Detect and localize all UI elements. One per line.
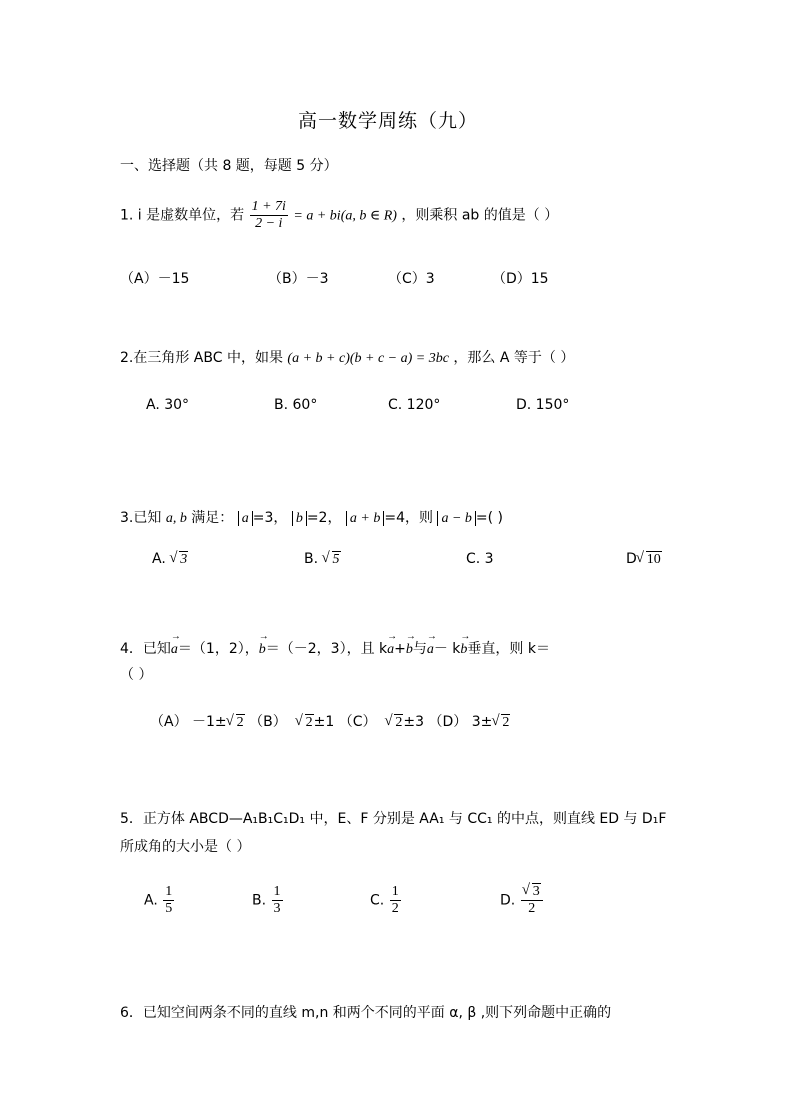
q5-option-d-radicand: 3 bbox=[532, 884, 540, 899]
q4-text-f: － k bbox=[433, 641, 461, 657]
q4-option-c-radicand: 2 bbox=[395, 715, 403, 730]
q4-option-d-radicand: 2 bbox=[502, 715, 510, 730]
q2-text-a: 2.在三角形 ABC 中，如果 bbox=[120, 350, 283, 366]
q4-vector-a-2: → a bbox=[387, 642, 394, 658]
q1-option-a: （A）－15 bbox=[120, 271, 190, 287]
q2-option-c: C. 120° bbox=[388, 397, 441, 413]
q2-text-b: ，那么 A 等于（ ） bbox=[453, 350, 575, 366]
question-5-line-1: 5．正方体 ABCD—A₁B₁C₁D₁ 中，E、F 分别是 AA₁ 与 CC₁ 的中点，则直线 ED 与 D₁F bbox=[120, 811, 667, 827]
q5-option-d-label: D. bbox=[500, 892, 516, 909]
q3-norm-diff-value: =( ) bbox=[475, 510, 504, 526]
q4-option-b-sqrt bbox=[296, 715, 314, 731]
q5-option-d-denominator: 2 bbox=[528, 901, 536, 916]
question-6: 6．已知空间两条不同的直线 m,n 和两个不同的平面 α, β ,则下列命题中正确的 bbox=[120, 1005, 612, 1021]
question-4-line-1 bbox=[120, 638, 550, 658]
q5-option-c-denominator: 2 bbox=[391, 901, 399, 916]
q4-option-a-radicand: 2 bbox=[236, 715, 244, 730]
question-5-line-2: 所成角的大小是（ ） bbox=[120, 839, 251, 855]
q5-option-c-numerator: 1 bbox=[391, 884, 399, 899]
q5-option-a-numerator: 1 bbox=[165, 884, 173, 899]
q5-option-a bbox=[144, 884, 175, 917]
q3-option-a-radicand: 3 bbox=[180, 552, 188, 567]
page-title: 高一数学周练（九） bbox=[298, 110, 479, 132]
q4-option-c-tail: ±3 bbox=[403, 714, 425, 730]
q3-norm-a-value: =3， bbox=[252, 510, 288, 526]
question-3 bbox=[120, 507, 503, 527]
q4-vector-b-3: → b bbox=[460, 642, 467, 658]
q4-plus: + bbox=[394, 641, 406, 657]
q5-option-b-fraction bbox=[272, 884, 283, 917]
q4-option-a-sqrt bbox=[227, 715, 245, 731]
q3-norm-b: b bbox=[292, 511, 307, 526]
q3-norm-sum-value: =4，则 bbox=[384, 510, 433, 526]
q5-option-d-sqrt bbox=[523, 884, 541, 900]
q4-text-e: 与 bbox=[412, 641, 427, 657]
q5-option-d bbox=[500, 884, 544, 917]
q4-option-b-label: （B） bbox=[249, 714, 287, 730]
q3-option-b-sqrt bbox=[323, 552, 341, 568]
q5-option-b-label: B. bbox=[252, 892, 267, 909]
q1-fraction bbox=[250, 199, 288, 232]
q1-suffix: ，则乘积 ab 的值是（ ） bbox=[401, 207, 559, 224]
q3-text-b: 满足： bbox=[191, 510, 234, 526]
q4-text-g: 垂直，则 k＝ bbox=[467, 641, 550, 657]
q4-vector-b-2: → b bbox=[406, 642, 413, 658]
q3-option-d-radicand: 10 bbox=[646, 552, 661, 567]
q1-fraction-numerator: 1 + 7i bbox=[251, 199, 286, 214]
q5-option-d-fraction bbox=[521, 884, 543, 917]
q4-option-c-sqrt bbox=[385, 715, 403, 731]
q3-option-d-sqrt bbox=[637, 552, 662, 568]
q5-option-c-label: C. bbox=[370, 892, 385, 909]
q5-option-a-fraction bbox=[163, 884, 174, 917]
q1-option-c: （C）3 bbox=[388, 271, 435, 287]
q3-norm-sum: a + b bbox=[346, 511, 384, 526]
q4-text-c: ＝（－2，3），且 k bbox=[265, 641, 388, 657]
q4-vector-a: → a bbox=[171, 642, 178, 658]
q1-prefix: 1. i 是虚数单位，若 bbox=[120, 207, 245, 224]
q2-expression: (a + b + c)(b + c − a) = 3bc bbox=[287, 351, 449, 366]
q5-option-a-denominator: 5 bbox=[165, 901, 173, 916]
q4-vector-a-3: → a bbox=[427, 642, 434, 658]
q5-option-c-fraction bbox=[390, 884, 401, 917]
q4-options bbox=[150, 711, 510, 731]
question-1 bbox=[120, 199, 558, 232]
q3-norm-b-value: =2， bbox=[306, 510, 342, 526]
q2-option-d: D. 150° bbox=[516, 397, 570, 413]
q3-option-b-radicand: 5 bbox=[332, 552, 340, 567]
q4-option-b-radicand: 2 bbox=[305, 715, 313, 730]
q5-option-a-label: A. bbox=[144, 892, 158, 909]
question-2 bbox=[120, 347, 574, 367]
q3-option-b-label: B. bbox=[304, 551, 319, 567]
q3-option-b bbox=[304, 551, 341, 568]
q5-option-b-numerator: 1 bbox=[273, 884, 281, 899]
q3-option-a-sqrt bbox=[170, 552, 188, 568]
q1-option-d: （D）15 bbox=[492, 271, 549, 287]
q2-option-a: A. 30° bbox=[146, 397, 190, 413]
q5-option-b bbox=[252, 884, 284, 917]
q5-option-c bbox=[370, 884, 402, 917]
q1-fraction-denominator: 2 − i bbox=[255, 216, 283, 231]
q5-option-d-numerator bbox=[521, 884, 543, 901]
q5-option-b-denominator: 3 bbox=[273, 901, 281, 916]
q3-norm-diff: a − b bbox=[437, 511, 475, 526]
section-heading: 一、选择题（共 8 题，每题 5 分） bbox=[120, 158, 338, 174]
q3-vector-vars: a, b bbox=[165, 511, 187, 526]
q3-option-d bbox=[626, 551, 662, 568]
q2-option-b: B. 60° bbox=[274, 397, 318, 413]
q4-option-b-tail: ±1 bbox=[313, 714, 335, 730]
q4-vector-b: → b bbox=[259, 642, 266, 658]
q4-option-a-text: （A） －1± bbox=[150, 714, 227, 730]
q4-option-c-label: （C） bbox=[338, 714, 377, 730]
q3-option-c: C. 3 bbox=[466, 551, 494, 567]
q4-option-d-label: （D） 3± bbox=[428, 714, 493, 730]
q4-text-a: 4．已知 bbox=[120, 641, 171, 657]
question-4-line-2: （ ） bbox=[120, 667, 153, 683]
q3-text-a: 3.已知 bbox=[120, 510, 162, 526]
q4-option-d-sqrt bbox=[492, 715, 510, 731]
q3-option-a bbox=[152, 551, 188, 568]
q1-option-b: （B）－3 bbox=[268, 271, 329, 287]
q3-option-d-label: D bbox=[626, 551, 637, 567]
q4-text-b: ＝（1，2）， bbox=[177, 641, 259, 657]
q3-option-a-label: A. bbox=[152, 551, 166, 567]
q3-norm-a: a bbox=[238, 511, 253, 526]
q1-equation: = a + bi(a, b ∈ R) bbox=[293, 208, 397, 224]
